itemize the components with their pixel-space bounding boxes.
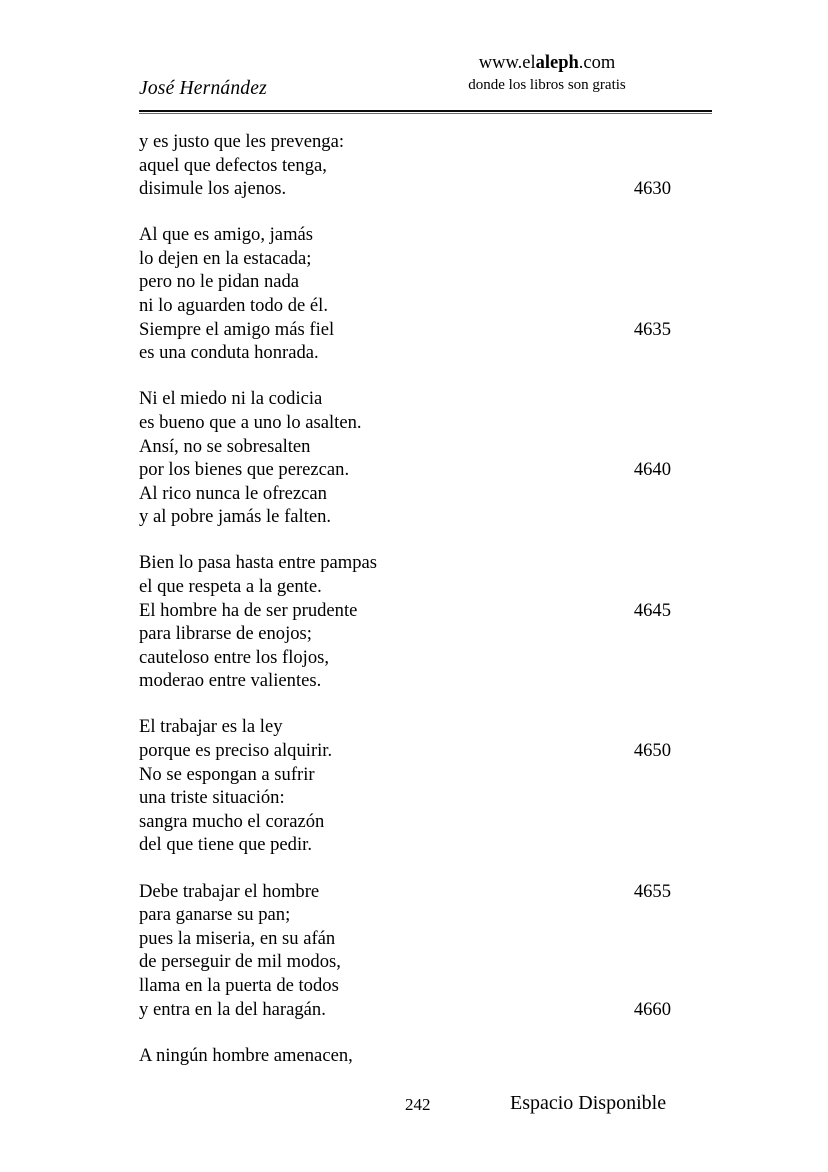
page-footer — [139, 1092, 712, 1122]
author-name: José Hernández — [139, 78, 267, 99]
verse-number: 4645 — [633, 599, 671, 621]
verse-number: 4640 — [633, 459, 671, 481]
verse-text: Al que es amigo, jamás — [139, 224, 314, 246]
verse-text: del que tiene que pedir. — [139, 834, 312, 856]
verse-text: para ganarse su pan; — [139, 904, 291, 926]
verse-line — [139, 458, 712, 482]
verse-line — [139, 505, 712, 529]
verse-text: Siempre el amigo más fiel — [139, 318, 335, 340]
verse-text: es una conduta honrada. — [139, 342, 319, 364]
verse-text: lo dejen en la estacada; — [139, 247, 312, 269]
verse-text: Al rico nunca le ofrezcan — [139, 482, 327, 504]
verse-line — [139, 130, 712, 154]
verse-line — [139, 247, 712, 271]
page-number: 242 — [405, 1095, 431, 1114]
verse-text: disimule los ajenos. — [139, 178, 287, 200]
verse-line — [139, 318, 712, 342]
verse-number: 4630 — [633, 178, 671, 200]
poem-body — [139, 130, 712, 1090]
publisher-tagline: donde los libros son gratis — [468, 77, 626, 93]
publisher-url-brand: aleph — [535, 53, 579, 73]
publisher-url-suffix: .com — [578, 53, 616, 73]
verse-line — [139, 599, 712, 623]
verse-text: pero no le pidan nada — [139, 271, 300, 293]
verse-line — [139, 575, 712, 599]
verse-line — [139, 551, 712, 575]
verse-text: por los bienes que perezcan. — [139, 459, 350, 481]
verse-text: El trabajar es la ley — [139, 716, 283, 738]
verse-text: A ningún hombre amenacen, — [139, 1044, 353, 1066]
verse-line — [139, 974, 712, 998]
verse-line — [139, 669, 712, 693]
verse-number: 4635 — [633, 318, 671, 340]
footer-note: Espacio Disponible — [510, 1092, 667, 1114]
verse-text: pues la miseria, en su afán — [139, 927, 336, 949]
verse-line — [139, 763, 712, 787]
stanza — [139, 223, 712, 365]
verse-text: y es justo que les prevenga: — [139, 131, 344, 152]
stanza — [139, 880, 712, 1022]
publisher-url-prefix: www.el — [478, 53, 536, 73]
verse-text: cauteloso entre los flojos, — [139, 646, 330, 668]
verse-line — [139, 482, 712, 506]
verse-text: y entra en la del haragán. — [139, 998, 326, 1020]
stanza — [139, 551, 712, 693]
verse-text: para librarse de enojos; — [139, 623, 312, 645]
verse-number: 4650 — [633, 740, 671, 762]
verse-text: llama en la puerta de todos — [139, 974, 339, 996]
verse-line — [139, 950, 712, 974]
verse-line — [139, 1044, 712, 1068]
verse-line — [139, 341, 712, 365]
verse-text: El hombre ha de ser prudente — [139, 599, 358, 621]
verse-text: porque es preciso alquirir. — [139, 740, 333, 762]
verse-line — [139, 715, 712, 739]
verse-line — [139, 880, 712, 904]
verse-line — [139, 646, 712, 670]
verse-number: 4660 — [633, 998, 671, 1020]
verse-text: ni lo aguarden todo de él. — [139, 295, 328, 317]
verse-line — [139, 833, 712, 857]
publisher-url — [382, 52, 712, 75]
verse-text: y al pobre jamás le falten. — [139, 506, 332, 528]
verse-text: Debe trabajar el hombre — [139, 880, 320, 902]
verse-line — [139, 177, 712, 201]
verse-line — [139, 739, 712, 763]
verse-line — [139, 786, 712, 810]
stanza — [139, 130, 712, 201]
verse-line — [139, 622, 712, 646]
stanza — [139, 715, 712, 857]
verse-line — [139, 903, 712, 927]
stanza — [139, 387, 712, 529]
page-header — [139, 52, 712, 104]
verse-number: 4655 — [633, 880, 671, 902]
header-divider-thin-line — [139, 113, 712, 114]
verse-line — [139, 154, 712, 178]
verse-line — [139, 927, 712, 951]
verse-text: una triste situación: — [139, 787, 285, 809]
verse-line — [139, 270, 712, 294]
verse-text: moderao entre valientes. — [139, 670, 322, 692]
verse-text: Ansí, no se sobresalten — [139, 435, 311, 457]
verse-line — [139, 387, 712, 411]
verse-line — [139, 294, 712, 318]
stanza — [139, 1044, 712, 1068]
verse-line — [139, 810, 712, 834]
verse-line — [139, 411, 712, 435]
verse-line — [139, 998, 712, 1022]
verse-text: es bueno que a uno lo asalten. — [139, 411, 362, 433]
publisher-block — [382, 52, 712, 95]
verse-text: sangra mucho el corazón — [139, 810, 325, 832]
verse-line — [139, 223, 712, 247]
verse-text: No se espongan a sufrir — [139, 763, 315, 785]
verse-line — [139, 435, 712, 459]
verse-text: Bien lo pasa hasta entre pampas — [139, 552, 378, 574]
header-divider — [139, 110, 712, 114]
verse-text: aquel que defectos tenga, — [139, 154, 327, 176]
verse-text: Ni el miedo ni la codicia — [139, 388, 323, 410]
verse-text: de perseguir de mil modos, — [139, 951, 341, 973]
verse-text: el que respeta a la gente. — [139, 576, 322, 597]
header-divider-thick-line — [139, 110, 712, 112]
